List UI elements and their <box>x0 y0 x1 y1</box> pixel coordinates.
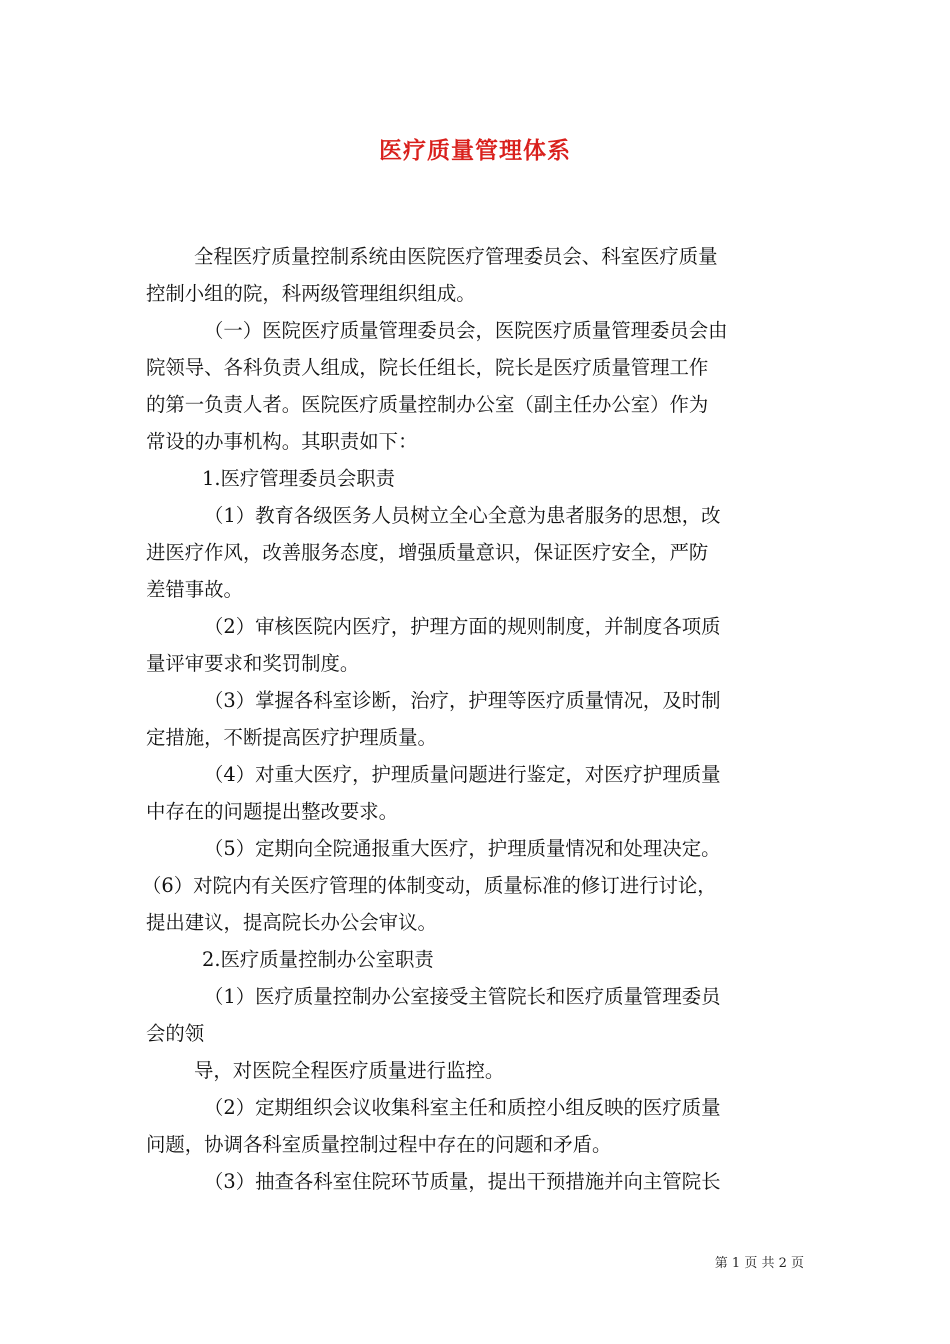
paragraph-line: （1）教育各级医务人员树立全心全意为患者服务的思想，改 <box>204 504 721 527</box>
paragraph-line: 问题，协调各科室质量控制过程中存在的问题和矛盾。 <box>146 1133 612 1156</box>
paragraph-line: （2）审核医院内医疗，护理方面的规则制度，并制度各项质 <box>204 615 721 638</box>
paragraph-line: 定措施，不断提高医疗护理质量。 <box>146 726 437 749</box>
paragraph-line: 控制小组的院，科两级管理组织组成。 <box>146 282 476 305</box>
paragraph-line: 导，对医院全程医疗质量进行监控。 <box>194 1059 505 1082</box>
paragraph-line: （4）对重大医疗，护理质量问题进行鉴定，对医疗护理质量 <box>204 763 721 786</box>
paragraph-line: （2）定期组织会议收集科室主任和质控小组反映的医疗质量 <box>204 1096 721 1119</box>
paragraph-line: （1）医疗质量控制办公室接受主管院长和医疗质量管理委员 <box>204 985 721 1008</box>
page-footer: 第 1 页 共 2 页 <box>714 1256 804 1271</box>
paragraph-line: 院领导、各科负责人组成，院长任组长，院长是医疗质量管理工作 <box>146 356 709 379</box>
paragraph-line: 中存在的问题提出整改要求。 <box>146 800 399 823</box>
paragraph-line: 差错事故。 <box>146 578 243 601</box>
paragraph-line: （3）掌握各科室诊断，治疗，护理等医疗质量情况，及时制 <box>204 689 721 712</box>
paragraph-line: 进医疗作风，改善服务态度，增强质量意识，保证医疗安全，严防 <box>146 541 709 564</box>
paragraph-line: 2.医疗质量控制办公室职责 <box>202 948 434 971</box>
paragraph-line: （5）定期向全院通报重大医疗，护理质量情况和处理决定。 <box>204 837 721 860</box>
paragraph-line: 提出建议，提高院长办公会审议。 <box>146 911 437 934</box>
paragraph-line: 1.医疗管理委员会职责 <box>202 467 396 490</box>
paragraph-line: （一）医院医疗质量管理委员会，医院医疗质量管理委员会由 <box>204 319 728 342</box>
paragraph-line: 常设的办事机构。其职责如下： <box>146 430 418 453</box>
document-body <box>142 238 808 1200</box>
paragraph-line: （6）对院内有关医疗管理的体制变动，质量标准的修订进行讨论， <box>142 874 717 897</box>
paragraph-line: （3）抽查各科室住院环节质量，提出干预措施并向主管院长 <box>204 1170 721 1193</box>
paragraph-line: 量评审要求和奖罚制度。 <box>146 652 360 675</box>
paragraph-line: 的第一负责人者。医院医疗质量控制办公室（副主任办公室）作为 <box>146 393 709 416</box>
paragraph-line: 全程医疗质量控制系统由医院医疗管理委员会、科室医疗质量 <box>194 245 718 268</box>
document-title: 医疗质量管理体系 <box>379 137 571 164</box>
paragraph-line: 会的领 <box>146 1022 205 1045</box>
